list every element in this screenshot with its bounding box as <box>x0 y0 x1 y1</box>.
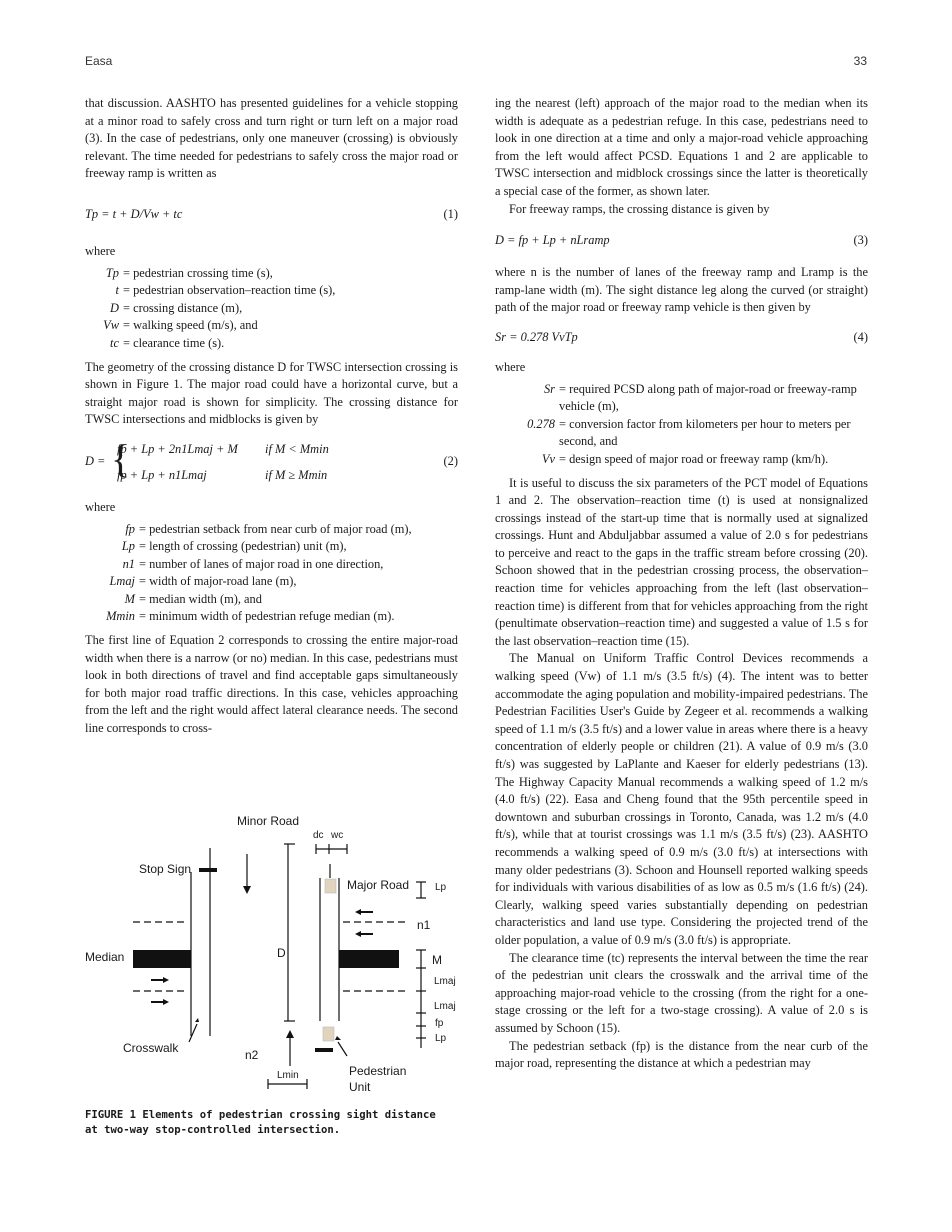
equation-2-condition-2: if M ≥ Mmin <box>265 467 328 482</box>
right-paragraph-4: It is useful to discuss the six parameters of the PCT model of Equations 1 and 2. The observation–reaction time (t) is used at nonsignalized crossings instead of the start-up time that is normally used at signalized crossings. Hunt and Abduljabbar assumed a value of 2.0 s for pedestrians to perceive and react to the gaps in the traffic stream before crossing (20). Schoon showed that in the pedestrian crossing process, the observation–reaction time for vehicles approaching from the left (last observation–reaction time) is different from that for vehicles approaching from the right (penultimate observation–reaction time) and suggested a value of 1.5 s for the last observation–reaction time (15). <box>495 475 868 648</box>
label-d: D <box>277 946 286 960</box>
definition-item <box>495 381 868 416</box>
definition-symbol: 0.278 <box>527 416 555 431</box>
label-fp: fp <box>435 1018 444 1029</box>
definition-symbol: n1 <box>122 556 135 571</box>
definition-symbol: M <box>124 591 135 606</box>
definition-item <box>85 591 458 609</box>
label-crosswalk: Crosswalk <box>123 1041 179 1055</box>
definition-text: = pedestrian setback from near curb of major road (m), <box>139 521 412 536</box>
definition-item <box>85 538 458 556</box>
figure-1-diagram <box>85 808 463 1108</box>
definition-symbol: Mmin <box>106 609 135 624</box>
definition-item <box>85 608 458 626</box>
definition-item <box>495 416 868 451</box>
equation-3-text: D = fp + Lp + nLramp <box>495 233 610 248</box>
definition-text: = walking speed (m/s), and <box>123 318 258 333</box>
definition-text: = number of lanes of major road in one direction, <box>139 556 384 571</box>
definition-symbol: Vv <box>541 451 555 466</box>
definition-item <box>85 521 458 539</box>
label-dc: dc <box>313 830 324 841</box>
definition-text: = length of crossing (pedestrian) unit (m), <box>139 539 347 554</box>
equation-4 <box>495 329 868 349</box>
right-paragraph-5: The Manual on Uniform Traffic Control Devices recommends a walking speed (Vw) of 1.1 m/s (3.5 ft/s) (4). The intent was to better accommodate the aging population and mobility-impaired pedestrians. The Pedestrian Facilities User's Guide by Zegeer et al. recommends a walking speed of 1.1 m/s (3.5 ft/s) and a lower value in areas where there is a heavy concentration of elderly people or children (21). A value of 0.9 m/s (3.0 ft/s) was suggested by LaPlante and Kaeser for elderly pedestrians (13). The Highway Capacity Manual recommends a walking speed of 1.2 m/s (4.0 ft/s) (22). Easa and Cheng found that the 95th percentile speed in downtown and suburban crossings in Toronto, Canada, was 1.2 m/s (4.0 ft/s), while that at tourist crossings was 1.1 m/s (3.5 ft/s) (23). AASHTO recommends a walking speed of 0.9 m/s (3.0 ft/s) at intersections with many older pedestrians (3). Schoon and Hounsell reported walking speeds for individuals with various disabilities of as low as 0.5 m/s (1.6 ft/s) (24). Clearly, walking speed varies substantially depending on pedestrian characteristics and land use type. Considering the projected trend of the older population, a value of 0.9 m/s (3.0 ft/s) is appropriate. <box>495 651 868 947</box>
equation-2-number: (2) <box>443 453 458 468</box>
page-number: 33 <box>853 54 867 68</box>
label-lmaj-2: Lmaj <box>434 1001 456 1012</box>
definition-symbol: Lp <box>121 539 135 554</box>
definition-list-1 <box>85 265 458 353</box>
definition-text: = pedestrian observation–reaction time (s), <box>123 283 336 298</box>
definition-symbol: Lmaj <box>109 574 135 589</box>
left-column <box>85 95 458 738</box>
label-n2: n2 <box>245 1048 259 1062</box>
equation-2: D = { fp + Lp + 2n1Lmaj + M if M < Mmin fp + Lp + n1Lmaj if M ≥ Mmin (2) <box>85 441 458 485</box>
figure-1 <box>85 808 463 1108</box>
left-paragraph-2: The geometry of the crossing distance D for TWSC intersection crossing is shown in Figure 1. The major road could have a horizontal curve, but a straight major road is shown for simplicity. The crossing distance for TWSC intersections and midblocks is given by <box>85 359 458 427</box>
where-label-2: where <box>85 499 116 514</box>
right-paragraph-1: ing the nearest (left) approach of the major road to the median when its width is adequate as a pedestrian refuge. In this case, pedestrians need to look in one direction at a time and only a major-road vehicle approaching from the left would affect PCSD. Equations 1 and 2 are applicable to TWSC intersection and midblock crossings since the latter is theoretically a special case of the former, as shown later. <box>495 96 868 198</box>
definition-item <box>85 556 458 574</box>
definition-item <box>85 317 458 335</box>
definition-text: = required PCSD along path of major-road or freeway-ramp vehicle (m), <box>559 381 857 414</box>
label-median: Median <box>85 950 125 964</box>
label-lmin: Lmin <box>277 1070 299 1081</box>
definition-symbol: t <box>115 283 119 298</box>
definition-item <box>85 265 458 283</box>
definition-item <box>85 300 458 318</box>
definition-text: = median width (m), and <box>139 591 262 606</box>
equation-3 <box>495 232 868 252</box>
definition-symbol: Tp <box>105 265 119 280</box>
where-label-3: where <box>495 359 526 374</box>
right-paragraph-7: The pedestrian setback (fp) is the distance from the near curb of the major road, representing the distance at which a pedestrian may <box>495 1038 868 1071</box>
definition-item <box>85 335 458 353</box>
left-paragraph-3: The first line of Equation 2 corresponds to crossing the entire major-road width when there is a narrow (or no) median. In this case, pedestrians must look in both directions of travel and find acceptable gaps simultaneously for both major road traffic directions. In this case, vehicles approaching from the left and the right would affect lateral clearance needs. The second line corresponds to cross- <box>85 633 458 736</box>
equation-2-brace: { <box>111 435 131 481</box>
equation-2-line-1: fp + Lp + 2n1Lmaj + M <box>117 441 238 456</box>
definition-text: = minimum width of pedestrian refuge median (m). <box>139 609 395 624</box>
equation-2-line-2: fp + Lp + n1Lmaj <box>117 467 207 482</box>
definition-item <box>495 451 868 469</box>
label-pedestrian-unit-1: Pedestrian <box>349 1064 407 1078</box>
left-paragraph-1: that discussion. AASHTO has presented guidelines for a vehicle stopping at a minor road to safely cross and turn right or turn left on a major road (3). In the case of pedestrians, only one maneuver (crossing) is obviously relevant. The time needed for pedestrians to safely cross the major road or freeway ramp is written as <box>85 96 458 181</box>
definition-item <box>85 282 458 300</box>
label-pedestrian-unit-2: Unit <box>349 1080 371 1094</box>
equation-1-text: Tp = t + D/Vw + tc <box>85 206 183 221</box>
label-lmaj-1: Lmaj <box>434 976 456 987</box>
where-label-1: where <box>85 243 116 258</box>
definition-symbol: Sr <box>543 381 555 396</box>
label-stop-sign: Stop Sign <box>139 862 192 876</box>
definition-symbol: D <box>110 300 119 315</box>
right-paragraph-6: The clearance time (tc) represents the interval between the time the rear of the pedestrian unit clears the crosswalk and the arrival time of the approaching major-road vehicle to the crossing (from the right for a one-stage crossing or the left for a two-stage crossing). A value of 2.0 s is assumed by Schoon (15). <box>495 950 868 1035</box>
equation-3-number: (3) <box>853 233 868 248</box>
right-column <box>495 95 868 1073</box>
equation-1 <box>85 197 458 231</box>
definition-list-2 <box>85 521 458 627</box>
equation-2-condition-1: if M < Mmin <box>265 441 329 456</box>
label-m: M <box>432 953 442 967</box>
definition-text: = clearance time (s). <box>123 335 225 350</box>
definition-text: = pedestrian crossing time (s), <box>123 265 273 280</box>
right-paragraph-2: For freeway ramps, the crossing distance is given by <box>509 201 770 216</box>
running-head-author: Easa <box>85 54 113 68</box>
definition-text: = design speed of major road or freeway ramp (km/h). <box>559 451 829 466</box>
definition-list-3 <box>495 381 868 469</box>
label-minor-road: Minor Road <box>237 814 300 828</box>
definition-text: = crossing distance (m), <box>123 300 243 315</box>
definition-symbol: Vw <box>103 318 119 333</box>
definition-symbol: fp <box>125 521 135 536</box>
label-n1: n1 <box>417 918 431 932</box>
label-lp-top: Lp <box>435 882 447 893</box>
figure-1-caption: FIGURE 1 Elements of pedestrian crossing sight distance at two-way stop-controlled intersection. <box>85 1109 436 1136</box>
label-lp-bottom: Lp <box>435 1033 447 1044</box>
equation-1-number: (1) <box>443 206 458 221</box>
definition-item <box>85 573 458 591</box>
definition-symbol: tc <box>110 335 119 350</box>
label-wc: wc <box>331 830 344 841</box>
definition-text: = conversion factor from kilometers per hour to meters per second, and <box>559 416 851 449</box>
right-paragraph-3: where n is the number of lanes of the freeway ramp and Lramp is the ramp-lane width (m). The sight distance leg along the curved (or straight) path of the major road or freeway ramp vehicle is then given by <box>495 265 868 315</box>
label-major-road: Major Road <box>347 878 410 892</box>
equation-4-text: Sr = 0.278 VvTp <box>495 329 578 344</box>
definition-text: = width of major-road lane (m), <box>139 574 297 589</box>
equation-4-number: (4) <box>853 329 868 344</box>
